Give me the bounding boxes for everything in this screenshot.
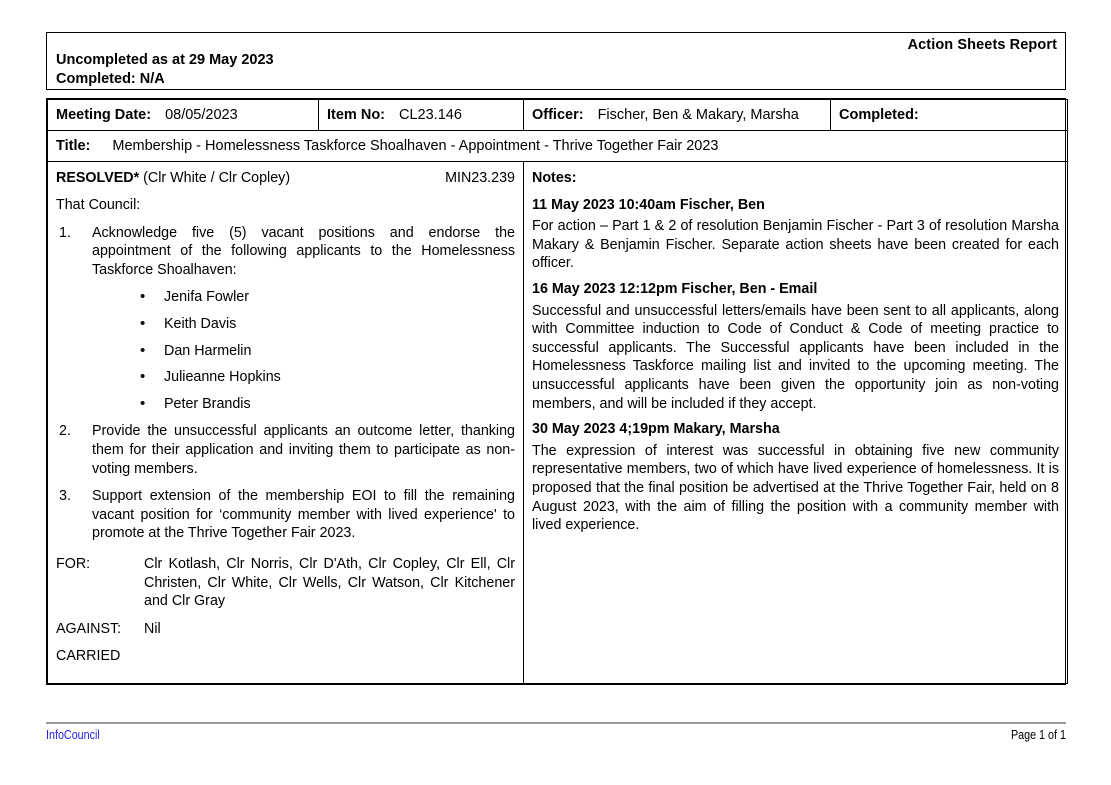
title-label: Title: <box>56 138 91 154</box>
resolution-item-text: Provide the unsuccessful applicants an outcome letter, thanking them for their application and inviting them to participate as non-voting members. <box>92 423 515 477</box>
bullet-icon: • <box>140 394 146 412</box>
officer-value: Fischer, Ben & Makary, Marsha <box>597 107 799 123</box>
appointee-name: Jenifa Fowler <box>164 289 250 306</box>
item-no-label: Item No: <box>327 107 385 123</box>
resolution-cell <box>48 162 524 684</box>
officer-label: Officer: <box>532 107 584 123</box>
list-item <box>92 315 515 334</box>
resolution-item-text: Support extension of the membership EOI to fill the remaining vacant position for ‘community member with lived experience' to promote at the Thrive Together Fair 2023. <box>92 488 515 542</box>
footer-divider <box>46 722 1066 724</box>
notes-heading: Notes: <box>532 170 577 186</box>
note-entry-body: Successful and unsuccessful letters/emails have been sent to all applicants, along with Committee induction to Code of Conduct & Code of meeting practice to successful applicants. The Successful applicants have been included in the Homelessness Taskforce mailing list and invited to the upcoming meeting. The unsuccessful applicants have been given the opportunity join as non-voting members, and will be included if they accept. <box>532 302 1059 412</box>
note-entry-body: For action – Part 1 & 2 of resolution Benjamin Fischer - Part 3 of resolution Marsha Makary & Benjamin Fischer. Separate action sheets have been created for each officer. <box>532 218 1059 272</box>
resolution-item-number: 3. <box>59 488 71 505</box>
vote-for-label: FOR: <box>56 555 91 572</box>
meeting-date-label: Meeting Date: <box>56 107 152 123</box>
list-item <box>92 288 515 307</box>
note-entry-header: 11 May 2023 10:40am Fischer, Ben <box>532 196 765 213</box>
appointee-name: Keith Davis <box>164 315 237 332</box>
appointee-name: Julieanne Hopkins <box>164 369 281 386</box>
bullet-icon: • <box>140 368 146 386</box>
resolution-item-number: 1. <box>59 224 71 241</box>
meta-row <box>48 100 1068 131</box>
note-entry-header: 30 May 2023 4;19pm Makary, Marsha <box>532 421 780 438</box>
infocouncil-brand-link[interactable]: InfoCouncil <box>46 728 100 742</box>
vote-against-label: AGAINST: <box>56 620 122 637</box>
report-title: Action Sheets Report <box>907 37 1057 53</box>
item-no-value: CL23.146 <box>399 107 462 123</box>
officer-cell <box>524 100 831 131</box>
appointee-name: Dan Harmelin <box>164 342 252 359</box>
minute-number: MIN23.239 <box>445 170 515 186</box>
meeting-date-value: 08/05/2023 <box>165 107 238 123</box>
resolution-item <box>56 422 515 478</box>
vote-for-value: Clr Kotlash, Clr Norris, Clr D'Ath, Clr Copley, Clr Ell, Clr Christen, Clr White, Clr Wells, Clr Watson, Clr Kitchener and Clr Gray <box>144 555 515 610</box>
status-completed-line: Completed: N/A <box>56 71 165 87</box>
title-value: Membership - Homelessness Taskforce Shoalhaven - Appointment - Thrive Together Fair 2023 <box>112 138 719 154</box>
bullet-icon: • <box>140 288 146 306</box>
report-header-box <box>46 32 1066 90</box>
list-item <box>92 368 515 387</box>
report-status-block <box>56 51 274 89</box>
action-sheet-table <box>46 98 1066 685</box>
resolved-label: RESOLVED* <box>56 170 140 186</box>
list-item <box>92 342 515 361</box>
title-row <box>48 131 1068 162</box>
appointee-name: Peter Brandis <box>164 395 251 412</box>
completed-label: Completed: <box>839 107 919 123</box>
appointee-list <box>92 288 515 413</box>
page-footer <box>46 728 1066 746</box>
vote-for-row <box>56 555 515 611</box>
vote-against-value: Nil <box>144 620 161 637</box>
completed-cell <box>831 100 1068 131</box>
content-row <box>48 162 1068 684</box>
notes-cell <box>524 162 1068 684</box>
vote-outcome: CARRIED <box>56 648 121 665</box>
resolution-item <box>56 487 515 543</box>
note-entry-header: 16 May 2023 12:12pm Fischer, Ben - Email <box>532 280 818 297</box>
resolution-item-list <box>56 224 515 543</box>
bullet-icon: • <box>140 341 146 359</box>
title-cell <box>48 131 1068 162</box>
resolved-movers: (Clr White / Clr Copley) <box>143 170 291 186</box>
resolution-item <box>56 224 515 414</box>
page-number: Page 1 of 1 <box>1011 728 1066 742</box>
resolution-item-number: 2. <box>59 423 71 440</box>
vote-against-row <box>56 620 515 639</box>
meeting-date-cell <box>48 100 319 131</box>
note-entry-body: The expression of interest was successful in obtaining five new community representative members, two of which have lived experience of homelessness. It is proposed that the final position be advertised at the Thrive Together Fair, held on 8 August 2023, with the aim of filling the position with a community member with lived experience. <box>532 442 1059 534</box>
resolved-header <box>56 169 515 187</box>
list-item <box>92 395 515 414</box>
vote-block <box>56 555 515 666</box>
item-no-cell <box>319 100 524 131</box>
resolution-item-text: Acknowledge five (5) vacant positions and endorse the appointment of the following applicants to the Homelessness Taskforce Shoalhaven: <box>92 224 515 278</box>
status-uncompleted-line: Uncompleted as at 29 May 2023 <box>56 52 274 68</box>
bullet-icon: • <box>140 314 146 332</box>
resolution-intro: That Council: <box>56 197 141 213</box>
